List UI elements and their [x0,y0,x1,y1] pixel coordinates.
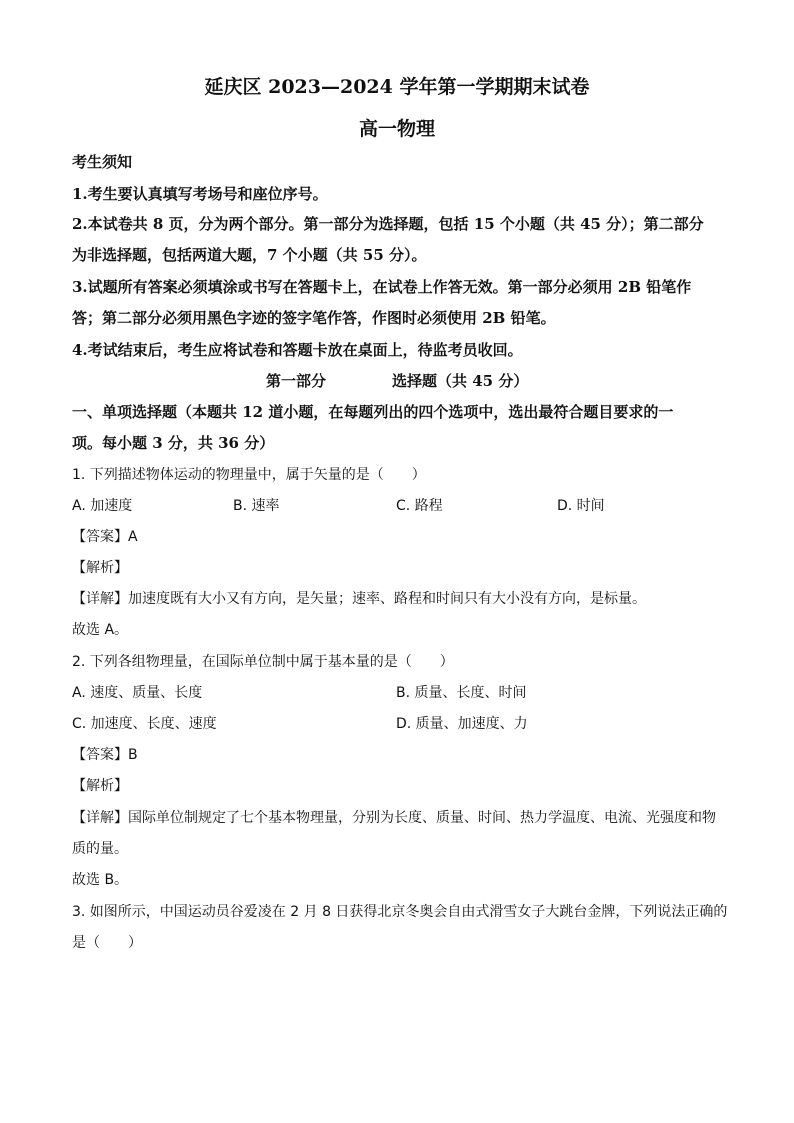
notice-item: 答；第二部分必须用黑色字迹的签字笔作答，作图时必须使用 2B 铅笔。 [72,309,556,327]
question-3-stem: 是（ ） [72,935,142,951]
question-1-option-c: C. 路程 [396,498,443,514]
question-2-option-b: B. 质量、长度、时间 [396,685,527,701]
page-subtitle: 高一物理 [358,118,435,140]
question-2-answer: 【答案】B [72,747,138,763]
notice-item: 3.试题所有答案必须填涂或书写在答题卡上，在试卷上作答无效。第一部分必须用 2B 铅笔作 [72,278,692,296]
part-name: 选择题（共 45 分） [392,372,529,390]
question-1-conclusion: 故选 A。 [72,622,129,638]
question-1-analysis: 【解析】 [72,560,128,576]
question-1-option-b: B. 速率 [233,498,280,514]
question-2-detail: 【详解】国际单位制规定了七个基本物理量，分别为长度、质量、时间、热力学温度、电流、光强度和物 [72,810,716,826]
question-2-option-a: A. 速度、质量、长度 [72,685,203,701]
question-2-option-c: C. 加速度、长度、速度 [72,716,217,732]
notice-item: 为非选择题，包括两道大题，7 个小题（共 55 分）。 [72,246,427,264]
question-2-stem: 2. 下列各组物理量，在国际单位制中属于基本量的是（ ） [72,654,454,670]
question-2-option-d: D. 质量、加速度、力 [396,716,528,732]
question-3-stem: 3. 如图所示，中国运动员谷爱凌在 2 月 8 日获得北京冬奥会自由式滑雪女子大跳台金牌，下列说法正确的 [72,904,728,920]
question-1-option-a: A. 加速度 [72,498,133,514]
section-heading: 项。每小题 3 分，共 36 分） [72,434,275,452]
notice-item: 4.考试结束后，考生应将试卷和答题卡放在桌面上，待监考员收回。 [72,341,523,359]
question-1-detail: 【详解】加速度既有大小又有方向，是矢量；速率、路程和时间只有大小没有方向，是标量。 [72,591,646,607]
page-title: 延庆区 2023—2024 学年第一学期期末试卷 [204,76,590,98]
notice-item: 2.本试卷共 8 页，分为两个部分。第一部分为选择题，包括 15 个小题（共 45 分）；第二部分 [72,215,704,233]
question-1-option-d: D. 时间 [557,498,605,514]
question-2-analysis: 【解析】 [72,778,128,794]
question-2-conclusion: 故选 B。 [72,872,129,888]
question-1-stem: 1. 下列描述物体运动的物理量中，属于矢量的是（ ） [72,467,426,483]
question-1-answer: 【答案】A [72,529,138,545]
part-label: 第一部分 [266,372,327,390]
question-2-detail: 质的量。 [72,841,128,857]
notice-heading: 考生须知 [72,153,133,171]
notice-item: 1.考生要认真填写考场号和座位序号。 [72,185,328,203]
section-heading: 一、单项选择题（本题共 12 道小题，在每题列出的四个选项中，选出最符合题目要求的一 [72,403,674,421]
